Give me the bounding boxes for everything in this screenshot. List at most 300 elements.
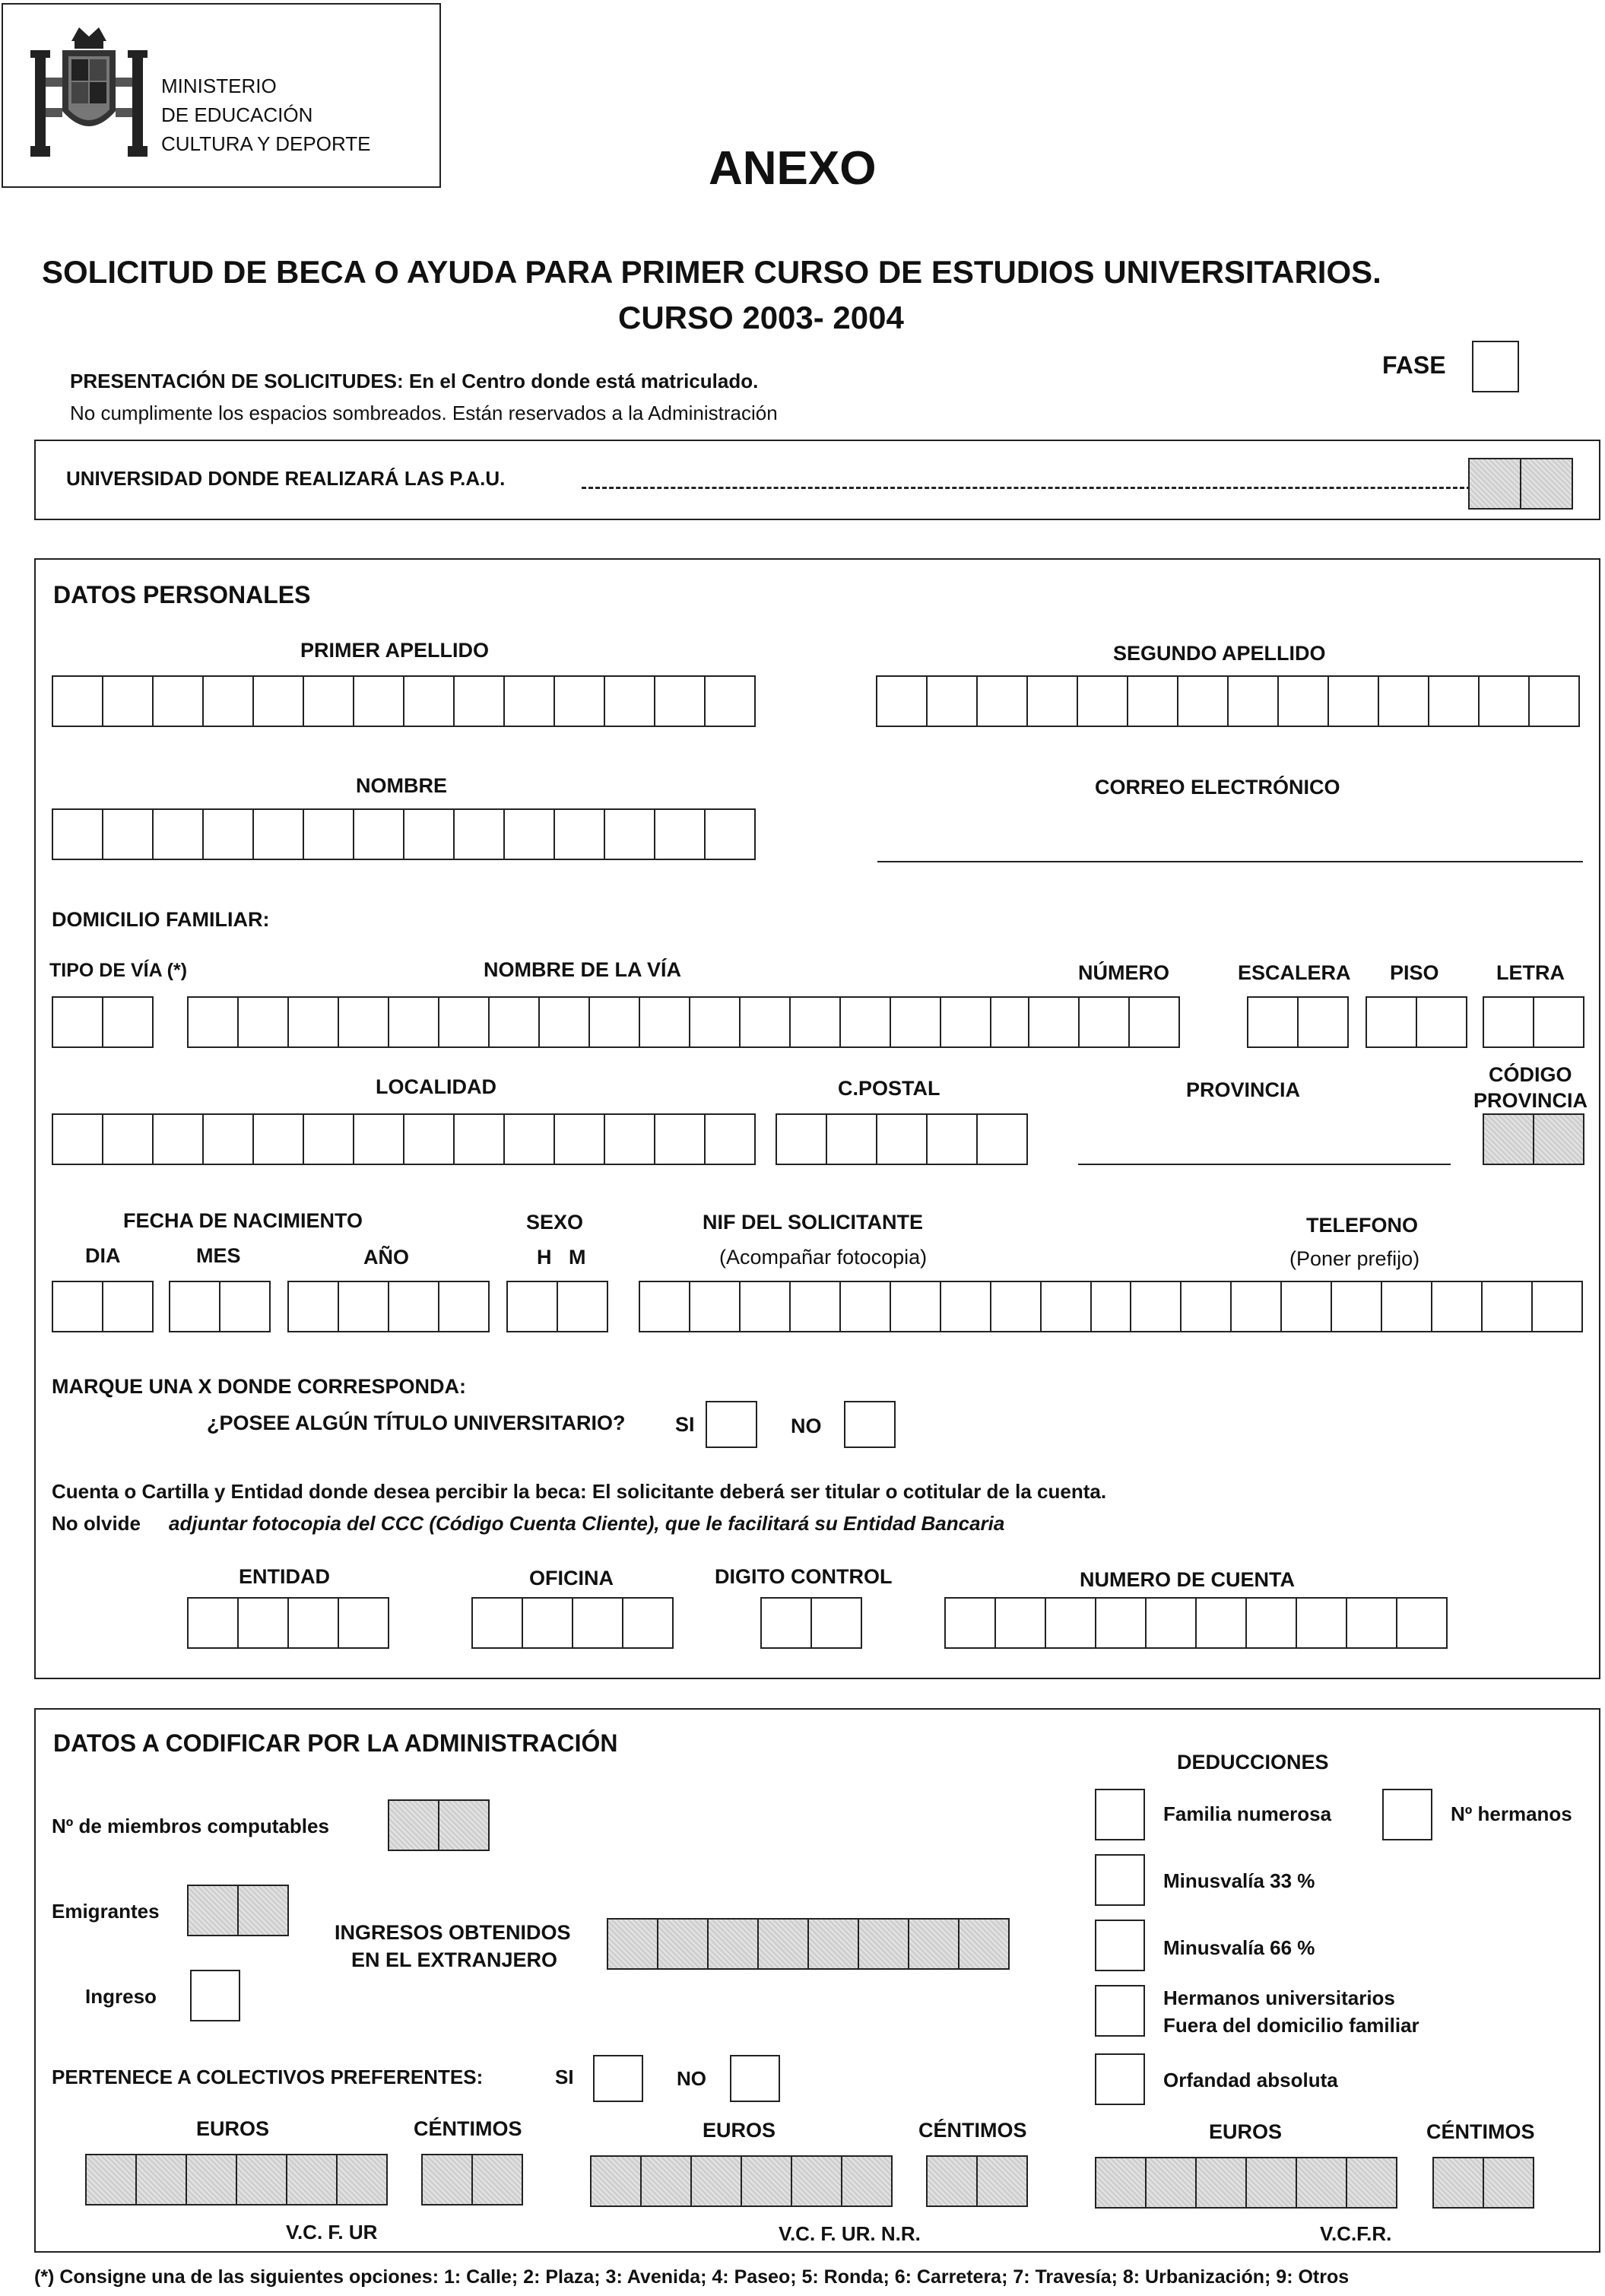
minusvalia-33-box — [1095, 1854, 1145, 1906]
telefono-cell[interactable] — [1382, 1281, 1432, 1332]
nif-boxes[interactable] — [639, 1281, 1142, 1332]
escalera-cell[interactable] — [1299, 996, 1349, 1048]
vcfr-euros-cell — [1247, 2157, 1297, 2209]
oficina-cell[interactable] — [573, 1597, 623, 1649]
localidad-cell[interactable] — [204, 1113, 254, 1165]
nif-cell[interactable] — [991, 1281, 1042, 1332]
vcfur-euros-cell — [237, 2154, 287, 2205]
escalera-cell[interactable] — [1248, 996, 1299, 1048]
form-title: SOLICITUD DE BECA O AYUDA PARA PRIMER CURSO DE ESTUDIOS UNIVERSITARIOS. — [42, 254, 1381, 290]
n-hermanos-label: Nº hermanos — [1451, 1802, 1572, 1825]
familia-numerosa-box — [1095, 1789, 1145, 1840]
entidad-cell[interactable] — [339, 1597, 389, 1649]
primer-apellido-cell[interactable] — [304, 675, 354, 727]
emigrantes-boxes — [187, 1885, 289, 1936]
segundo-apellido-cell[interactable] — [1329, 675, 1379, 727]
numero-cell[interactable] — [1080, 996, 1130, 1048]
deducciones-label: DEDUCCIONES — [1177, 1751, 1329, 1774]
codigo-provincia-boxes — [1483, 1113, 1584, 1165]
telefono-cell[interactable] — [1533, 1281, 1583, 1332]
numero-cuenta-cell[interactable] — [1397, 1597, 1448, 1649]
tipo-via-cell[interactable] — [53, 996, 103, 1048]
mes-label: MES — [196, 1244, 241, 1267]
numero-cuenta-cell[interactable] — [1096, 1597, 1147, 1649]
nombre-via-cell[interactable] — [339, 996, 389, 1048]
telefono-cell[interactable] — [1483, 1281, 1533, 1332]
numero-cuenta-cell[interactable] — [1247, 1597, 1297, 1649]
ingresos-extranjero-cell — [709, 1918, 759, 1970]
segundo-apellido-cell[interactable] — [1379, 675, 1429, 727]
localidad-cell[interactable] — [404, 1113, 455, 1165]
localidad-boxes[interactable] — [52, 1113, 756, 1165]
hermanos-universitarios-box — [1095, 1985, 1145, 2037]
telefono-note: (Poner prefijo) — [1289, 1247, 1420, 1270]
nombre-cell[interactable] — [103, 808, 154, 860]
localidad-cell[interactable] — [53, 1113, 103, 1165]
localidad-cell[interactable] — [706, 1113, 756, 1165]
ingresos-extranjero-cell — [859, 1918, 909, 1970]
vcfurnr-euros-cell — [642, 2155, 692, 2207]
telefono-cell[interactable] — [1182, 1281, 1232, 1332]
mes-cell[interactable] — [220, 1281, 271, 1332]
segundo-apellido-cell[interactable] — [978, 675, 1028, 727]
localidad-cell[interactable] — [354, 1113, 404, 1165]
nombre-cell[interactable] — [605, 808, 655, 860]
ingresos-extranjero-boxes — [607, 1918, 1010, 1970]
vcfurnr-euros-cell — [842, 2155, 893, 2207]
telefono-cell[interactable] — [1332, 1281, 1382, 1332]
oficina-boxes[interactable] — [471, 1597, 674, 1649]
primer-apellido-cell[interactable] — [505, 675, 555, 727]
letra-boxes[interactable] — [1483, 996, 1584, 1048]
nombre-via-label: NOMBRE DE LA VÍA — [484, 958, 682, 981]
cuenta-instruccion-1: Cuenta o Cartilla y Entidad donde desea percibir la beca: El solicitante deberá ser titular o cotitular de la cuenta. — [52, 1480, 1107, 1503]
anio-boxes[interactable] — [287, 1281, 490, 1332]
oficina-cell[interactable] — [523, 1597, 573, 1649]
ingresos-extranjero-cell — [960, 1918, 1010, 1970]
primer-apellido-cell[interactable] — [555, 675, 605, 727]
centimos-label-1: CÉNTIMOS — [414, 2117, 522, 2140]
localidad-label: LOCALIDAD — [376, 1075, 496, 1098]
primer-apellido-cell[interactable] — [455, 675, 505, 727]
vcfr-euros-boxes — [1095, 2157, 1397, 2209]
footnote: (*) Consigne una de las siguientes opciones: 1: Calle; 2: Plaza; 3: Avenida; 4: Paseo; 5: Ronda; 6: Carretera; 7: Travesía; 8: Urbanización; 9: Otros — [34, 2266, 1350, 2288]
piso-cell[interactable] — [1417, 996, 1467, 1048]
numero-cuenta-cell[interactable] — [1347, 1597, 1397, 1649]
anexo-title: ANEXO — [709, 142, 877, 195]
fase-box — [1472, 341, 1519, 392]
fase-label: FASE — [1382, 351, 1446, 379]
vcfurnr-euros-cell — [692, 2155, 742, 2207]
mes-cell[interactable] — [170, 1281, 220, 1332]
nombre-via-cell[interactable] — [891, 996, 941, 1048]
primer-apellido-cell[interactable] — [103, 675, 154, 727]
vcfurnr-label: V.C. F. UR. N.R. — [779, 2222, 921, 2245]
primer-apellido-cell[interactable] — [706, 675, 756, 727]
vcfr-label: V.C.F.R. — [1320, 2222, 1392, 2245]
sexo-m-label: M — [569, 1246, 586, 1269]
ministry-logo-box — [2, 3, 441, 188]
segundo-apellido-cell[interactable] — [928, 675, 978, 727]
vcfurnr-euros-cell — [742, 2155, 792, 2207]
segundo-apellido-cell[interactable] — [1229, 675, 1279, 727]
vcfur-label: V.C. F. UR — [286, 2221, 378, 2244]
escalera-boxes[interactable] — [1247, 996, 1349, 1048]
numero-cuenta-label: NUMERO DE CUENTA — [1080, 1568, 1295, 1591]
localidad-cell[interactable] — [455, 1113, 505, 1165]
piso-label: PISO — [1390, 961, 1439, 984]
vcfur-euros-cell — [338, 2154, 388, 2205]
vcfur-centimos-cell — [423, 2154, 473, 2205]
primer-apellido-cell[interactable] — [204, 675, 254, 727]
primer-apellido-cell[interactable] — [404, 675, 455, 727]
entidad-boxes[interactable] — [187, 1597, 389, 1649]
titulo-no-label: NO — [791, 1415, 822, 1437]
primer-apellido-cell[interactable] — [254, 675, 304, 727]
nombre-cell[interactable] — [455, 808, 505, 860]
vcfurnr-centimos-cell — [978, 2155, 1028, 2207]
nif-cell[interactable] — [690, 1281, 741, 1332]
fecha-nacimiento-label: FECHA DE NACIMIENTO — [123, 1209, 363, 1232]
digito-control-cell[interactable] — [812, 1597, 862, 1649]
numero-cell[interactable] — [1130, 996, 1180, 1048]
nombre-via-cell[interactable] — [590, 996, 640, 1048]
nif-label: NIF DEL SOLICITANTE — [703, 1211, 923, 1234]
anio-cell[interactable] — [439, 1281, 490, 1332]
segundo-apellido-cell[interactable] — [877, 675, 928, 727]
nif-cell[interactable] — [891, 1281, 941, 1332]
universidad-code-cell — [1470, 458, 1521, 510]
nombre-via-cell[interactable] — [540, 996, 590, 1048]
minusvalia-66-label: Minusvalía 66 % — [1163, 1936, 1315, 1959]
titulo-si-label: SI — [675, 1413, 695, 1436]
piso-cell[interactable] — [1367, 996, 1417, 1048]
nombre-via-cell[interactable] — [741, 996, 791, 1048]
numero-cuenta-cell[interactable] — [1197, 1597, 1247, 1649]
escalera-label: ESCALERA — [1238, 961, 1351, 984]
tipo-via-boxes[interactable] — [52, 996, 154, 1048]
oficina-cell[interactable] — [473, 1597, 523, 1649]
nombre-cell[interactable] — [404, 808, 455, 860]
segundo-apellido-cell[interactable] — [1279, 675, 1329, 727]
presentation-text: PRESENTACIÓN DE SOLICITUDES: En el Centro donde está matriculado. — [70, 370, 759, 392]
cpostal-boxes[interactable] — [776, 1113, 1028, 1165]
nombre-via-cell[interactable] — [690, 996, 741, 1048]
nombre-cell[interactable] — [706, 808, 756, 860]
letra-cell[interactable] — [1484, 996, 1534, 1048]
nombre-cell[interactable] — [53, 808, 103, 860]
dia-cell[interactable] — [103, 1281, 154, 1332]
vcfur-euros-cell — [187, 2154, 237, 2205]
vcfr-euros-cell — [1297, 2157, 1347, 2209]
segundo-apellido-cell[interactable] — [1530, 675, 1580, 727]
cpostal-cell[interactable] — [928, 1113, 978, 1165]
entidad-cell[interactable] — [189, 1597, 239, 1649]
sexo-h-label: H — [537, 1246, 552, 1269]
colectivos-no-label: NO — [677, 2067, 706, 2090]
nombre-via-cell[interactable] — [289, 996, 339, 1048]
emigrantes-cell — [239, 1885, 289, 1936]
telefono-cell[interactable] — [1131, 1281, 1182, 1332]
ministry-line-1: MINISTERIO — [161, 75, 277, 97]
provincia-label: PROVINCIA — [1186, 1078, 1301, 1101]
telefono-boxes[interactable] — [1130, 1281, 1583, 1332]
codigo-provincia-label-2: PROVINCIA — [1473, 1089, 1588, 1112]
localidad-cell[interactable] — [505, 1113, 555, 1165]
primer-apellido-cell[interactable] — [655, 675, 706, 727]
vcfr-euros-cell — [1197, 2157, 1247, 2209]
marque-label: MARQUE UNA X DONDE CORRESPONDA: — [52, 1375, 467, 1398]
primer-apellido-cell[interactable] — [605, 675, 655, 727]
hermanos-universitarios-label-2: Fuera del domicilio familiar — [1163, 2014, 1419, 2037]
numero-boxes[interactable] — [1028, 996, 1180, 1048]
telefono-cell[interactable] — [1232, 1281, 1282, 1332]
vcfr-centimos-boxes — [1432, 2157, 1534, 2209]
titulo-si-checkbox[interactable] — [706, 1401, 757, 1448]
correo-input-line[interactable] — [877, 861, 1583, 862]
shaded-note: No cumplimente los espacios sombreados. Están reservados a la Administración — [70, 402, 778, 424]
anio-label: AÑO — [363, 1246, 409, 1269]
euros-label-3: EUROS — [1209, 2120, 1283, 2143]
titulo-no-checkbox[interactable] — [844, 1401, 896, 1448]
nombre-via-cell[interactable] — [189, 996, 239, 1048]
nombre-cell[interactable] — [655, 808, 706, 860]
miembros-cell — [389, 1799, 439, 1851]
codigo-provincia-cell — [1534, 1113, 1584, 1165]
nif-note: (Acompañar fotocopia) — [719, 1246, 928, 1269]
centimos-label-2: CÉNTIMOS — [918, 2119, 1027, 2142]
nombre-via-cell[interactable] — [439, 996, 490, 1048]
nombre-via-cell[interactable] — [239, 996, 289, 1048]
codigo-provincia-label-1: CÓDIGO — [1489, 1063, 1572, 1086]
nif-cell[interactable] — [640, 1281, 690, 1332]
nombre-via-cell[interactable] — [941, 996, 991, 1048]
primer-apellido-boxes[interactable] — [52, 675, 756, 727]
ingresos-extranjero-label-1: INGRESOS OBTENIDOS — [335, 1921, 571, 1944]
segundo-apellido-cell[interactable] — [1028, 675, 1078, 727]
miembros-boxes — [388, 1799, 490, 1851]
minusvalia-33-label: Minusvalía 33 % — [1163, 1869, 1315, 1892]
digito-control-label: DIGITO CONTROL — [715, 1565, 893, 1588]
nombre-via-boxes[interactable] — [187, 996, 1092, 1048]
cuenta-instruccion-2a: No olvide — [52, 1512, 141, 1535]
vcfur-euros-boxes — [85, 2154, 388, 2205]
euros-label-2: EUROS — [703, 2119, 776, 2142]
orfandad-label: Orfandad absoluta — [1163, 2069, 1338, 2091]
nombre-via-cell[interactable] — [791, 996, 841, 1048]
universidad-code-boxes — [1468, 458, 1573, 510]
vcfurnr-centimos-boxes — [926, 2155, 1028, 2207]
localidad-cell[interactable] — [103, 1113, 154, 1165]
vcfur-euros-cell — [87, 2154, 137, 2205]
primer-apellido-cell[interactable] — [53, 675, 103, 727]
ingresos-extranjero-label-2: EN EL EXTRANJERO — [351, 1948, 558, 1971]
vcfr-centimos-cell — [1484, 2157, 1534, 2209]
ingreso-box — [190, 1970, 240, 2021]
colectivos-si-box — [593, 2055, 643, 2102]
ingresos-extranjero-cell — [759, 1918, 809, 1970]
numero-cuenta-cell[interactable] — [996, 1597, 1046, 1649]
nif-cell[interactable] — [741, 1281, 791, 1332]
nombre-boxes[interactable] — [52, 808, 756, 860]
ingreso-label: Ingreso — [85, 1985, 157, 2008]
ingresos-extranjero-cell — [608, 1918, 658, 1970]
primer-apellido-cell[interactable] — [154, 675, 204, 727]
n-hermanos-box — [1382, 1789, 1432, 1840]
cpostal-cell[interactable] — [978, 1113, 1028, 1165]
nombre-cell[interactable] — [555, 808, 605, 860]
colectivos-no-box — [730, 2055, 780, 2102]
entidad-cell[interactable] — [289, 1597, 339, 1649]
ministry-line-2: DE EDUCACIÓN — [161, 103, 313, 126]
numero-cuenta-boxes[interactable] — [944, 1597, 1448, 1649]
euros-label-1: EUROS — [196, 2117, 270, 2140]
ingresos-extranjero-cell — [658, 1918, 709, 1970]
numero-cuenta-cell[interactable] — [946, 1597, 996, 1649]
cpostal-cell[interactable] — [877, 1113, 928, 1165]
emigrantes-label: Emigrantes — [52, 1900, 160, 1923]
familia-numerosa-label: Familia numerosa — [1163, 1802, 1332, 1825]
nombre-via-cell[interactable] — [389, 996, 439, 1048]
emigrantes-cell — [189, 1885, 239, 1936]
digito-control-cell[interactable] — [762, 1597, 812, 1649]
nombre-cell[interactable] — [254, 808, 304, 860]
nombre-cell[interactable] — [154, 808, 204, 860]
personal-data-title: DATOS PERSONALES — [53, 581, 311, 608]
nombre-via-cell[interactable] — [640, 996, 690, 1048]
tipo-via-cell[interactable] — [103, 996, 154, 1048]
localidad-cell[interactable] — [254, 1113, 304, 1165]
letra-label: LETRA — [1496, 961, 1565, 984]
anio-cell[interactable] — [289, 1281, 339, 1332]
centimos-label-3: CÉNTIMOS — [1426, 2120, 1535, 2143]
dia-boxes[interactable] — [52, 1281, 154, 1332]
segundo-apellido-cell[interactable] — [1429, 675, 1480, 727]
coat-of-arms-icon — [24, 20, 154, 172]
vcfurnr-centimos-cell — [928, 2155, 978, 2207]
vcfr-centimos-cell — [1434, 2157, 1484, 2209]
cpostal-cell[interactable] — [777, 1113, 827, 1165]
admin-title: DATOS A CODIFICAR POR LA ADMINISTRACIÓN — [53, 1729, 618, 1757]
localidad-cell[interactable] — [304, 1113, 354, 1165]
miembros-label: Nº de miembros computables — [52, 1815, 329, 1837]
segundo-apellido-cell[interactable] — [1480, 675, 1530, 727]
numero-cuenta-cell[interactable] — [1147, 1597, 1197, 1649]
numero-label: NÚMERO — [1078, 961, 1169, 984]
anio-cell[interactable] — [389, 1281, 439, 1332]
cpostal-cell[interactable] — [827, 1113, 877, 1165]
vcfur-centimos-cell — [473, 2154, 523, 2205]
miembros-cell — [439, 1799, 490, 1851]
primer-apellido-label: PRIMER APELLIDO — [300, 639, 490, 662]
nombre-cell[interactable] — [304, 808, 354, 860]
minusvalia-66-box — [1095, 1920, 1145, 1971]
dia-cell[interactable] — [53, 1281, 103, 1332]
numero-cuenta-cell[interactable] — [1046, 1597, 1096, 1649]
universidad-label: UNIVERSIDAD DONDE REALIZARÁ LAS P.A.U. — [66, 467, 506, 490]
vcfurnr-euros-cell — [592, 2155, 642, 2207]
anio-cell[interactable] — [339, 1281, 389, 1332]
segundo-apellido-label: SEGUNDO APELLIDO — [1113, 642, 1326, 665]
vcfr-euros-cell — [1347, 2157, 1397, 2209]
vcfr-euros-cell — [1096, 2157, 1147, 2209]
telefono-cell[interactable] — [1432, 1281, 1483, 1332]
ministry-line-3: CULTURA Y DEPORTE — [161, 132, 371, 155]
piso-boxes[interactable] — [1366, 996, 1467, 1048]
sexo-h-box[interactable] — [508, 1281, 558, 1332]
vcfur-euros-cell — [137, 2154, 187, 2205]
nif-cell[interactable] — [841, 1281, 891, 1332]
vcfur-centimos-boxes — [421, 2154, 523, 2205]
digito-control-boxes[interactable] — [760, 1597, 862, 1649]
universidad-panel — [34, 440, 1600, 520]
nif-cell[interactable] — [791, 1281, 841, 1332]
dia-label: DIA — [85, 1244, 121, 1267]
nombre-cell[interactable] — [354, 808, 404, 860]
cpostal-label: C.POSTAL — [838, 1077, 940, 1100]
ingresos-extranjero-cell — [809, 1918, 859, 1970]
sexo-label: SEXO — [526, 1211, 584, 1234]
vcfurnr-euros-boxes — [590, 2155, 893, 2207]
telefono-cell[interactable] — [1282, 1281, 1332, 1332]
sexo-m-box[interactable] — [558, 1281, 608, 1332]
mes-boxes[interactable] — [169, 1281, 271, 1332]
universidad-code-cell — [1521, 458, 1573, 510]
numero-cuenta-cell[interactable] — [1297, 1597, 1347, 1649]
nombre-via-cell[interactable] — [841, 996, 891, 1048]
posee-titulo-label: ¿POSEE ALGÚN TÍTULO UNIVERSITARIO? — [207, 1412, 626, 1434]
nombre-label: NOMBRE — [356, 774, 447, 797]
primer-apellido-cell[interactable] — [354, 675, 404, 727]
oficina-label: OFICINA — [529, 1567, 614, 1589]
vcfur-euros-cell — [287, 2154, 338, 2205]
localidad-cell[interactable] — [605, 1113, 655, 1165]
localidad-cell[interactable] — [154, 1113, 204, 1165]
localidad-cell[interactable] — [555, 1113, 605, 1165]
nif-cell[interactable] — [1042, 1281, 1092, 1332]
nif-cell[interactable] — [941, 1281, 991, 1332]
colectivos-label: PERTENECE A COLECTIVOS PREFERENTES: — [52, 2066, 484, 2088]
nombre-cell[interactable] — [505, 808, 555, 860]
nombre-via-cell[interactable] — [490, 996, 540, 1048]
universidad-dotted-line — [582, 487, 1471, 489]
oficina-cell[interactable] — [623, 1597, 674, 1649]
numero-cell[interactable] — [1029, 996, 1080, 1048]
correo-label: CORREO ELECTRÓNICO — [1095, 776, 1340, 799]
letra-cell[interactable] — [1534, 996, 1584, 1048]
domicilio-label: DOMICILIO FAMILIAR: — [52, 908, 270, 931]
colectivos-si-label: SI — [555, 2066, 574, 2088]
sexo-boxes[interactable] — [506, 1281, 608, 1332]
localidad-cell[interactable] — [655, 1113, 706, 1165]
segundo-apellido-cell[interactable] — [1078, 675, 1128, 727]
entidad-cell[interactable] — [239, 1597, 289, 1649]
orfandad-box — [1095, 2053, 1145, 2105]
codigo-provincia-cell — [1484, 1113, 1534, 1165]
tipo-via-label: TIPO DE VÍA (*) — [49, 960, 188, 981]
vcfr-euros-cell — [1147, 2157, 1197, 2209]
provincia-input-line[interactable] — [1078, 1164, 1451, 1165]
segundo-apellido-boxes[interactable] — [876, 675, 1580, 727]
vcfurnr-euros-cell — [792, 2155, 842, 2207]
segundo-apellido-cell[interactable] — [1128, 675, 1178, 727]
form-course: CURSO 2003- 2004 — [618, 300, 904, 335]
hermanos-universitarios-label-1: Hermanos universitarios — [1163, 1986, 1395, 2009]
ingresos-extranjero-cell — [909, 1918, 960, 1970]
nombre-cell[interactable] — [204, 808, 254, 860]
entidad-label: ENTIDAD — [239, 1565, 330, 1588]
segundo-apellido-cell[interactable] — [1178, 675, 1229, 727]
